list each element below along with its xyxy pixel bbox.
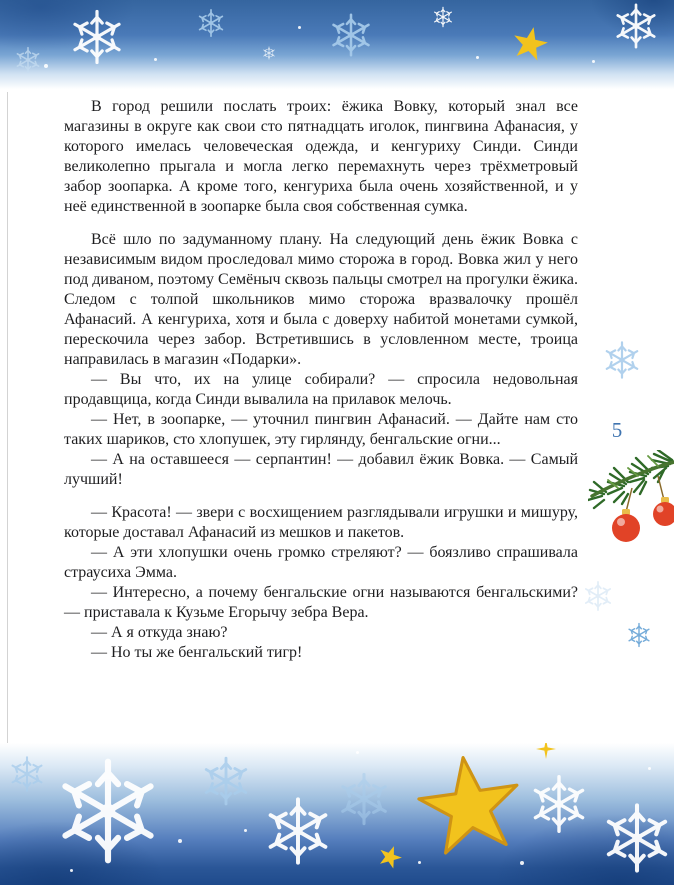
dialogue-line: — А я откуда знаю? bbox=[91, 624, 228, 641]
snow-dot bbox=[592, 60, 595, 63]
dialogue-line: — А на оставшееся — серпантин! — добавил ёжик Вовка. — Самый лучший! bbox=[64, 451, 578, 488]
snowflake-icon bbox=[626, 622, 652, 648]
ornament-string bbox=[626, 488, 632, 512]
christmas-ornament-icon bbox=[653, 497, 674, 526]
snowflake-icon bbox=[600, 801, 674, 875]
snowflake-icon bbox=[336, 771, 392, 827]
snow-dot bbox=[356, 751, 359, 754]
snowflake-icon bbox=[328, 12, 374, 58]
star-icon bbox=[375, 842, 406, 873]
snowflake-icon bbox=[582, 580, 614, 612]
snowflake-icon bbox=[14, 46, 42, 74]
dialogue-line: — Интересно, а почему бенгальские огни называются бенгальскими? — приставала к Кузьме Егорычу зебра Вера. bbox=[64, 584, 578, 621]
snow-dot bbox=[154, 58, 157, 61]
top-decoration-band bbox=[0, 0, 674, 92]
ornament-string bbox=[658, 476, 664, 500]
fir-branch-icon bbox=[588, 450, 674, 562]
snowflake-icon bbox=[196, 8, 226, 38]
snowflake-icon bbox=[528, 773, 590, 835]
snowflake-icon bbox=[262, 46, 276, 60]
dialogue-line: — А эти хлопушки очень громко стреляют? — боязливо спрашивала страусиха Эмма. bbox=[64, 544, 578, 581]
snow-dot bbox=[520, 861, 524, 865]
text-paragraph: В город решили послать троих: ёжика Вовку, который знал все магазины в округе как свои сто пятнадцать иголок, пингвина Афанасия, у которого имелась человеческая одежда, и кенгуриху Синди. Синди великолепно прыгала и могла легко перемахнуть через трёхметровый забор зоопарка. А кроме того, кенгуриха была очень хозяйственной, и у неё единственной в зоопарке была своя собственная сумка. bbox=[64, 98, 578, 215]
snow-dot bbox=[418, 861, 421, 864]
snow-dot bbox=[178, 839, 182, 843]
snowflake-icon bbox=[52, 755, 164, 867]
snowflake-icon bbox=[262, 795, 334, 867]
snow-dot bbox=[298, 26, 301, 29]
snow-dot bbox=[70, 869, 73, 872]
snowflake-icon bbox=[68, 8, 126, 66]
dialogue-line: — Красота! — звери с восхищением разглядывали игрушки и мишуру, которые доставал Афанасий из мешков и пакетов. bbox=[64, 504, 578, 541]
dialogue-line: — Но ты же бенгальский тигр! bbox=[91, 644, 303, 661]
dialogue-line: — Нет, в зоопарке, — уточнил пингвин Афанасий. — Дайте нам сто таких шариков, сто хлопушек, эту гирлянду, бенгальские огни... bbox=[64, 411, 578, 448]
bottom-decoration-band bbox=[0, 743, 674, 885]
snow-dot bbox=[648, 767, 651, 770]
text-paragraph: Всё шло по задуманному плану. На следующий день ёжик Вовка с независимым видом проследовал мимо сторожа в город. Вовка жил у него под диваном, поэтому Семёныч сквозь пальцы смотрел на прогулки ёжика. Следом с толпой школьников мимо сторожа вразвалочку прошёл Афанасий. А кенгуриха, хотя и была с доверху набитой монетами сумкой, перескочила через забор. Встретившись в условленном месте, троица направилась в магазин «Подарки». bbox=[64, 231, 578, 368]
snow-dot bbox=[476, 56, 479, 59]
snowflake-icon bbox=[432, 6, 454, 28]
snow-dot bbox=[44, 64, 48, 68]
snowflake-icon bbox=[8, 755, 46, 793]
star-icon bbox=[509, 23, 552, 66]
page-number: 5 bbox=[611, 418, 623, 442]
christmas-ornament-icon bbox=[612, 509, 640, 542]
sparkle-icon bbox=[536, 743, 556, 759]
dialogue-line: — Вы что, их на улице собирали? — спросила недовольная продавщица, когда Синди вывалила на прилавок мелочь. bbox=[64, 371, 578, 408]
story-text bbox=[64, 97, 578, 663]
snowflake-icon bbox=[602, 340, 642, 380]
snow-dot bbox=[244, 829, 247, 832]
snowflake-icon bbox=[200, 755, 252, 807]
snowflake-icon bbox=[612, 2, 660, 50]
star-icon bbox=[411, 748, 528, 865]
